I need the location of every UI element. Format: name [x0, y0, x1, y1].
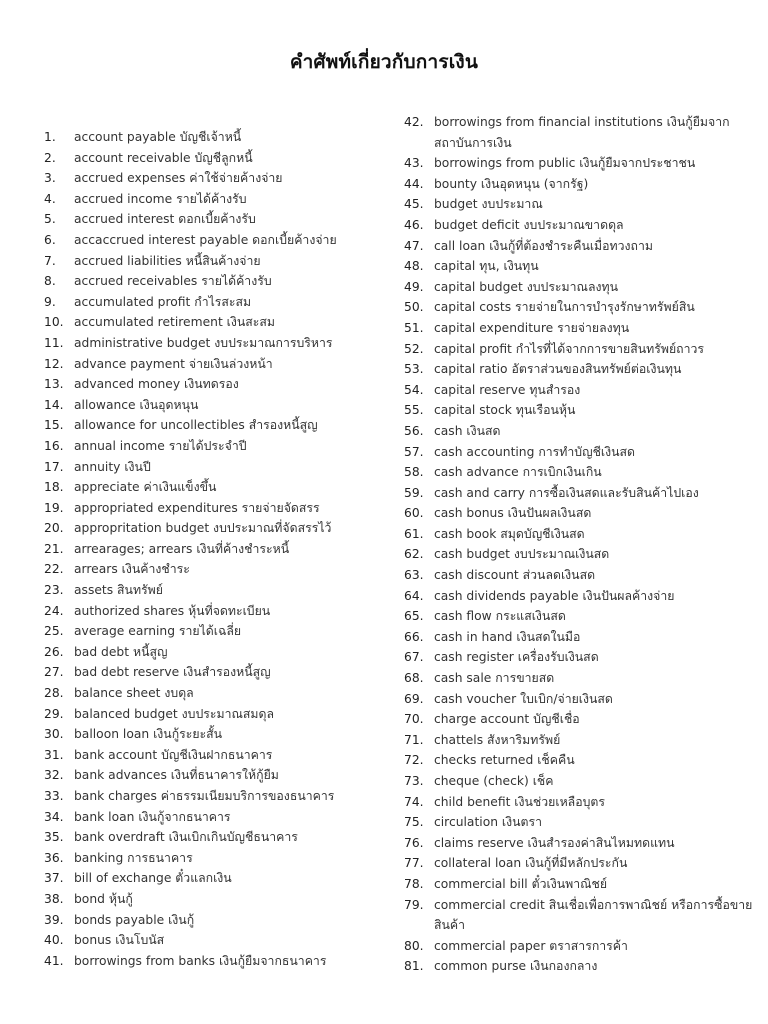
glossary-entry — [404, 627, 754, 648]
entry-term: bank overdraft เงินเบิกเกินบัญชีธนาคาร — [74, 830, 298, 845]
entry-term: cash bonus เงินปันผลเงินสด — [434, 506, 592, 521]
entry-number: 25. — [44, 624, 64, 639]
glossary-entry — [404, 565, 754, 586]
entry-number: 34. — [44, 809, 64, 824]
entry-number: 81. — [404, 959, 424, 974]
entry-number: 73. — [404, 774, 424, 788]
glossary-entry — [44, 354, 374, 375]
entry-term: capital stock ทุนเรือนหุ้น — [434, 403, 576, 418]
entry-number: 9. — [44, 294, 56, 309]
entry-term: claims reserve เงินสำรองค่าสินไหมทดแทน — [434, 835, 675, 850]
entry-term: accrued liabilities หนี้สินค้างจ่าย — [74, 253, 261, 268]
entry-number: 62. — [404, 547, 424, 562]
entry-term: capital costs รายจ่ายในการบำรุงรักษาทรัพย์สิน — [434, 300, 695, 315]
glossary-entry — [44, 230, 374, 251]
entry-term: budget งบประมาณ — [434, 197, 543, 212]
glossary-entry — [404, 668, 754, 689]
entry-number: 55. — [404, 403, 424, 418]
entry-term: bonus เงินโบนัส — [74, 933, 165, 948]
entry-number: 37. — [44, 871, 64, 886]
entry-term: capital expenditure รายจ่ายลงทุน — [434, 320, 630, 335]
glossary-entry — [44, 889, 374, 910]
entry-number: 27. — [44, 665, 64, 680]
entry-number: 74. — [404, 794, 424, 809]
glossary-entry — [404, 339, 754, 360]
glossary-entry — [404, 483, 754, 504]
entry-number: 31. — [44, 747, 64, 762]
entry-term: cash in hand เงินสดในมือ — [434, 629, 581, 644]
glossary-entry — [404, 833, 754, 854]
entry-term: bounty เงินอุดหนุน (จากรัฐ) — [434, 176, 589, 191]
glossary-entry — [404, 812, 754, 833]
glossary-entry — [44, 642, 374, 663]
glossary-entry — [44, 168, 374, 189]
entry-term: bad debt หนี้สูญ — [74, 644, 168, 659]
glossary-entry — [404, 318, 754, 339]
entry-number: 67. — [404, 650, 424, 665]
entry-term: borrowings from financial institutions เงินกู้ยืมจากสถาบันการเงิน — [434, 115, 730, 150]
glossary-entry — [44, 498, 374, 519]
glossary-entry — [404, 936, 754, 957]
entry-number: 8. — [44, 274, 56, 289]
entry-term: accrued expenses ค่าใช้จ่ายค้างจ่าย — [74, 171, 283, 186]
glossary-entry — [404, 524, 754, 545]
entry-number: 36. — [44, 850, 64, 865]
glossary-entry — [44, 292, 374, 313]
entry-number: 16. — [44, 438, 64, 453]
glossary-entry — [404, 277, 754, 298]
entry-term: bad debt reserve เงินสำรองหนี้สูญ — [74, 665, 271, 680]
entry-number: 72. — [404, 753, 424, 768]
entry-number: 19. — [44, 500, 64, 515]
entry-term: cheque (check) เช็ค — [434, 774, 554, 788]
entry-term: assets สินทรัพย์ — [74, 583, 163, 598]
entry-number: 61. — [404, 526, 424, 541]
entry-number: 54. — [404, 382, 424, 397]
page-title: คำศัพท์เกี่ยวกับการเงิน — [289, 51, 479, 73]
glossary-entry — [404, 503, 754, 524]
entry-number: 17. — [44, 459, 64, 474]
entry-number: 49. — [404, 279, 424, 294]
entry-number: 10. — [44, 315, 64, 330]
entry-number: 40. — [44, 933, 64, 948]
glossary-entry — [44, 662, 374, 683]
entry-number: 30. — [44, 727, 64, 742]
entry-term: balance sheet งบดุล — [74, 686, 194, 701]
glossary-entry — [44, 807, 374, 828]
entry-term: commercial credit สินเชื่อเพื่อการพาณิชย์ หรือการซื้อขายสินค้า — [434, 897, 753, 933]
entry-number: 63. — [404, 568, 424, 583]
entry-number: 44. — [404, 176, 424, 191]
entry-number: 41. — [44, 953, 64, 968]
glossary-entry — [44, 436, 374, 457]
glossary-entry — [404, 194, 754, 215]
glossary-column-left — [44, 127, 374, 971]
entry-term: cash budget งบประมาณเงินสด — [434, 547, 610, 562]
entry-term: advanced money เงินทดรอง — [74, 377, 239, 392]
entry-number: 15. — [44, 418, 64, 433]
entry-number: 35. — [44, 830, 64, 845]
entry-term: annuity เงินปี — [74, 459, 151, 474]
glossary-entry — [404, 544, 754, 565]
entry-term: bank loan เงินกู้จากธนาคาร — [74, 809, 231, 824]
entry-number: 59. — [404, 485, 424, 500]
entry-number: 38. — [44, 891, 64, 906]
entry-term: borrowings from banks เงินกู้ยืมจากธนาคาร — [74, 953, 327, 968]
glossary-entry — [404, 442, 754, 463]
entry-number: 4. — [44, 191, 56, 206]
glossary-entry — [44, 415, 374, 436]
entry-term: chattels สังหาริมทรัพย์ — [434, 732, 561, 747]
glossary-entry — [44, 559, 374, 580]
glossary-entry — [404, 792, 754, 813]
glossary-entry — [404, 215, 754, 236]
entry-term: accrued receivables รายได้ค้างรับ — [74, 274, 272, 289]
entry-term: cash advance การเบิกเงินเกิน — [434, 465, 602, 480]
entry-term: allowance for uncollectibles สำรองหนี้สูญ — [74, 418, 318, 433]
glossary-entry — [44, 148, 374, 169]
entry-term: bond หุ้นกู้ — [74, 891, 133, 906]
glossary-entry — [404, 853, 754, 874]
entry-number: 22. — [44, 562, 64, 577]
entry-term: advance payment จ่ายเงินล่วงหน้า — [74, 356, 273, 371]
entry-number: 11. — [44, 335, 64, 350]
entry-term: bonds payable เงินกู้ — [74, 912, 195, 927]
entry-term: accumulated profit กำไรสะสม — [74, 294, 252, 309]
entry-term: child benefit เงินช่วยเหลือบุตร — [434, 794, 606, 809]
entry-number: 1. — [44, 130, 56, 144]
glossary-entry — [44, 951, 374, 972]
entry-term: circulation เงินตรา — [434, 815, 543, 830]
entry-number: 66. — [404, 629, 424, 644]
entry-number: 69. — [404, 691, 424, 706]
glossary-entry — [404, 421, 754, 442]
glossary-entry — [44, 827, 374, 848]
entry-number: 33. — [44, 789, 64, 803]
glossary-entry — [404, 380, 754, 401]
glossary-entry — [404, 297, 754, 318]
entry-number: 12. — [44, 356, 64, 371]
entry-term: cash and carry การซื้อเงินสดและรับสินค้าไปเอง — [434, 485, 699, 500]
entry-number: 77. — [404, 856, 424, 871]
glossary-entry — [404, 586, 754, 607]
glossary-entry — [44, 765, 374, 786]
glossary-entry — [404, 359, 754, 380]
entry-term: capital profit กำไรที่ได้จากการขายสินทรัพย์ถาวร — [434, 341, 705, 356]
entry-term: common purse เงินกองกลาง — [434, 959, 598, 974]
entry-number: 6. — [44, 232, 56, 247]
glossary-entry — [44, 601, 374, 622]
glossary-entry — [44, 621, 374, 642]
glossary-entry — [44, 271, 374, 292]
entry-number: 46. — [404, 217, 424, 232]
glossary-entry — [44, 189, 374, 210]
glossary-entry — [404, 750, 754, 771]
entry-term: appreciate ค่าเงินแข็งขึ้น — [74, 480, 217, 495]
entry-number: 42. — [404, 115, 424, 129]
entry-number: 68. — [404, 671, 424, 686]
glossary-entry — [404, 462, 754, 483]
entry-term: annual income รายได้ประจำปี — [74, 438, 247, 453]
entry-number: 18. — [44, 480, 64, 495]
entry-term: cash accounting การทำบัญชีเงินสด — [434, 444, 636, 459]
entry-term: borrowings from public เงินกู้ยืมจากประชาชน — [434, 156, 696, 171]
entry-term: capital ratio อัตราส่วนของสินทรัพย์ต่อเงินทุน — [434, 362, 682, 377]
glossary-entry — [44, 395, 374, 416]
entry-term: accrued interest ดอกเบี้ยค้างรับ — [74, 212, 256, 227]
entry-term: checks returned เช็คคืน — [434, 753, 575, 768]
entry-term: balloon loan เงินกู้ระยะสั้น — [74, 727, 223, 742]
entry-number: 2. — [44, 150, 56, 165]
entry-term: cash sale การขายสด — [434, 671, 555, 686]
glossary-entry — [44, 848, 374, 869]
entry-number: 7. — [44, 253, 56, 268]
entry-term: call loan เงินกู้ที่ต้องชำระคืนเมื่อทวงถาม — [434, 238, 654, 253]
entry-number: 47. — [404, 238, 424, 253]
entry-number: 70. — [404, 712, 424, 727]
entry-number: 39. — [44, 912, 64, 927]
entry-number: 56. — [404, 423, 424, 438]
entry-number: 60. — [404, 506, 424, 521]
entry-term: cash flow กระแสเงินสด — [434, 609, 566, 624]
glossary-entry — [44, 457, 374, 478]
entry-number: 45. — [404, 197, 424, 212]
glossary-entry — [404, 236, 754, 257]
entry-number: 3. — [44, 171, 56, 186]
glossary-entry — [404, 256, 754, 277]
glossary-entry — [44, 724, 374, 745]
entry-term: cash เงินสด — [434, 423, 501, 438]
entry-term: banking การธนาคาร — [74, 850, 193, 865]
entry-term: appropriated expenditures รายจ่ายจัดสรร — [74, 500, 320, 515]
entry-number: 29. — [44, 706, 64, 721]
glossary-entry — [44, 477, 374, 498]
entry-number: 21. — [44, 541, 64, 556]
entry-number: 51. — [404, 320, 424, 335]
glossary-column-right — [404, 112, 754, 977]
entry-term: account receivable บัญชีลูกหนี้ — [74, 150, 253, 165]
entry-number: 13. — [44, 377, 64, 392]
entry-term: cash voucher ใบเบิก/จ่ายเงินสด — [434, 691, 613, 706]
entry-number: 65. — [404, 609, 424, 624]
glossary-entry — [44, 910, 374, 931]
glossary-entry — [44, 580, 374, 601]
glossary-entry — [404, 606, 754, 627]
glossary-entry — [44, 312, 374, 333]
glossary-entry — [404, 709, 754, 730]
entry-number: 58. — [404, 465, 424, 480]
glossary-entry — [44, 930, 374, 951]
entry-term: appropritation budget งบประมาณที่จัดสรรไว้ — [74, 521, 332, 536]
glossary-entry — [404, 174, 754, 195]
glossary-entry — [404, 771, 754, 792]
glossary-entry — [44, 333, 374, 354]
entry-term: administrative budget งบประมาณการบริหาร — [74, 335, 333, 350]
entry-term: collateral loan เงินกู้ที่มีหลักประกัน — [434, 856, 628, 871]
entry-term: accaccrued interest payable ดอกเบี้ยค้างจ่าย — [74, 232, 337, 247]
glossary-entry — [44, 209, 374, 230]
entry-term: allowance เงินอุดหนุน — [74, 397, 199, 412]
entry-number: 20. — [44, 521, 64, 536]
entry-term: charge account บัญชีเชื่อ — [434, 712, 580, 727]
entry-number: 52. — [404, 341, 424, 356]
glossary-entry — [44, 868, 374, 889]
entry-number: 80. — [404, 938, 424, 953]
entry-number: 32. — [44, 768, 64, 783]
glossary-entry — [404, 730, 754, 751]
entry-number: 26. — [44, 644, 64, 659]
entry-term: bank account บัญชีเงินฝากธนาคาร — [74, 747, 273, 762]
glossary-entry — [404, 874, 754, 895]
glossary-entry — [44, 683, 374, 704]
entry-term: capital reserve ทุนสำรอง — [434, 382, 581, 397]
glossary-entry — [44, 374, 374, 395]
entry-term: commercial paper ตราสารการค้า — [434, 938, 628, 953]
glossary-entry — [404, 112, 754, 153]
entry-number: 5. — [44, 212, 56, 227]
entry-number: 43. — [404, 156, 424, 171]
entry-term: cash discount ส่วนลดเงินสด — [434, 568, 596, 583]
glossary-entry — [44, 704, 374, 725]
entry-number: 50. — [404, 300, 424, 315]
glossary-entry — [404, 153, 754, 174]
glossary-entry — [404, 647, 754, 668]
entry-number: 23. — [44, 583, 64, 598]
entry-term: bank advances เงินที่ธนาคารให้กู้ยืม — [74, 768, 279, 783]
entry-term: accumulated retirement เงินสะสม — [74, 315, 276, 330]
entry-term: capital budget งบประมาณลงทุน — [434, 279, 619, 294]
glossary-entry — [404, 400, 754, 421]
entry-term: account payable บัญชีเจ้าหนี้ — [74, 130, 242, 144]
glossary-entry — [44, 786, 374, 807]
entry-number: 48. — [404, 259, 424, 274]
entry-number: 64. — [404, 588, 424, 603]
entry-number: 71. — [404, 732, 424, 747]
entry-term: average earning รายได้เฉลี่ย — [74, 624, 242, 639]
entry-term: commercial bill ตั๋วเงินพาณิชย์ — [434, 876, 608, 891]
entry-number: 78. — [404, 876, 424, 891]
entry-term: cash dividends payable เงินปันผลค้างจ่าย — [434, 588, 675, 603]
glossary-entry — [44, 539, 374, 560]
entry-term: balanced budget งบประมาณสมดุล — [74, 706, 275, 721]
glossary-entry — [404, 895, 754, 936]
entry-term: budget deficit งบประมาณขาดดุล — [434, 217, 624, 232]
glossary-entry — [44, 518, 374, 539]
glossary-entry — [404, 956, 754, 977]
entry-number: 75. — [404, 815, 424, 830]
glossary-entry — [44, 745, 374, 766]
entry-number: 28. — [44, 686, 64, 701]
entry-term: arrearages; arrears เงินที่ค้างชำระหนี้ — [74, 541, 290, 556]
glossary-entry — [44, 127, 374, 148]
entry-term: capital ทุน, เงินทุน — [434, 259, 539, 274]
entry-number: 24. — [44, 603, 64, 618]
entry-number: 53. — [404, 362, 424, 377]
entry-number: 76. — [404, 835, 424, 850]
glossary-entry — [404, 689, 754, 710]
entry-term: cash register เครื่องรับเงินสด — [434, 650, 599, 665]
entry-term: cash book สมุดบัญชีเงินสด — [434, 526, 585, 541]
entry-term: authorized shares หุ้นที่จดทะเบียน — [74, 603, 271, 618]
entry-term: bank charges ค่าธรรมเนียมบริการของธนาคาร — [74, 789, 335, 803]
entry-term: bill of exchange ตั๋วแลกเงิน — [74, 871, 232, 886]
glossary-entry — [44, 251, 374, 272]
entry-number: 14. — [44, 397, 64, 412]
entry-term: accrued income รายได้ค้างรับ — [74, 191, 247, 206]
entry-number: 57. — [404, 444, 424, 459]
entry-number: 79. — [404, 897, 424, 912]
entry-term: arrears เงินค้างชำระ — [74, 562, 190, 577]
